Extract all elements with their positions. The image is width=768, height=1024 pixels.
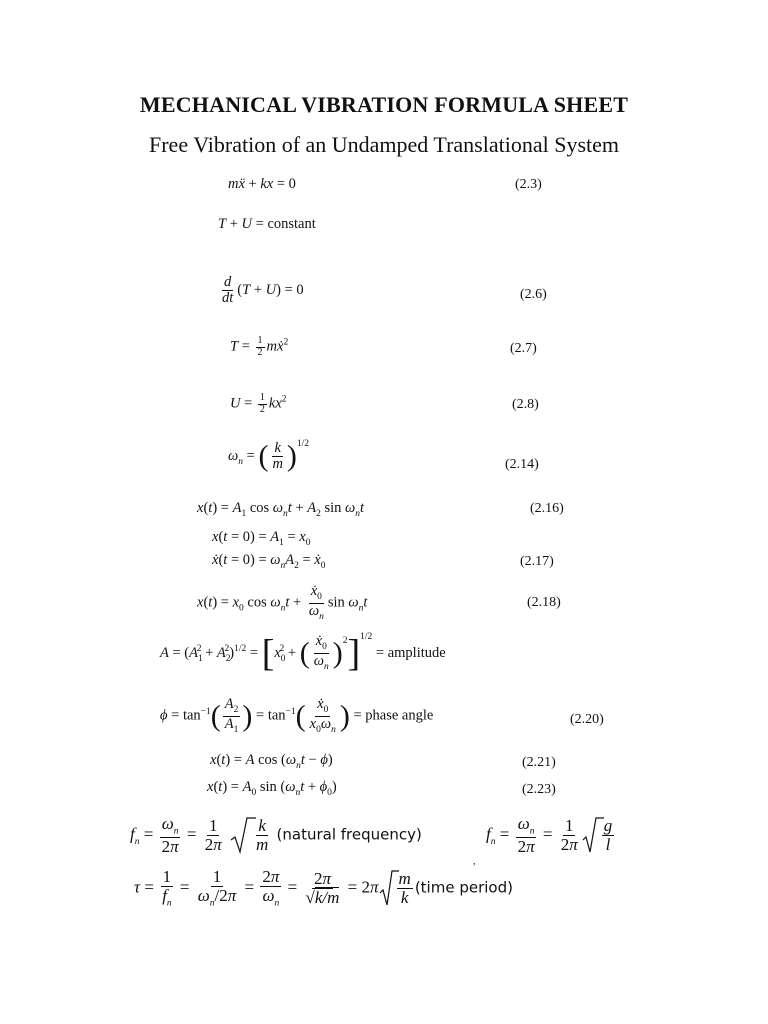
equation-number-2-18: (2.18): [527, 595, 561, 610]
equation-number-2-16: (2.16): [530, 501, 564, 516]
equation-2-17b: ẋ(t = $0) = \omega_nA_2$ = ẋ$_0$: [212, 552, 326, 571]
stray-mark: ,: [473, 856, 476, 867]
equation-number-2-21: (2.21): [522, 755, 556, 770]
page-title: MECHANICAL VIBRATION FORMULA SHEET: [139, 92, 629, 117]
equation-2-18: $x(t) = x_0$ $\cos \omega_nt$ + $\frac{ẋ_0}{\omega_n}$ $\sin \omega_nt$: [197, 583, 368, 622]
equation-2-8: U = $\frac{1}{2}$ $kx^2$: [230, 392, 287, 415]
equation-2-3: mẍ + kx = 0: [228, 176, 296, 192]
equation-2-17a: $x(t = 0) = A_1 = x_0$: [212, 529, 311, 548]
equation-2-23: $x(t) = A_0$ $\sin (\omega_nt + \phi_0)$: [207, 779, 337, 798]
constant-text: constant: [267, 216, 316, 232]
equation-2-16: $x(t) = A_1$ $\cos \omega_nt + A_2$ $\sin \omega_nt$: [197, 500, 365, 519]
equation-number-2-14: (2.14): [505, 457, 539, 472]
equation-number-2-6: (2.6): [520, 287, 547, 302]
amplitude-text: = amplitude: [375, 645, 446, 661]
time-period-text: (time period): [414, 878, 513, 897]
equation-pendulum-frequency: $f_n$ = $\frac{\omega_n}{2\pi}$ = $\frac{1}{2\pi}$ $\frac{g}{l}$: [486, 814, 613, 857]
equation-number-2-17: (2.17): [520, 554, 554, 569]
sqrt-symbol: [230, 816, 256, 856]
equation-time-period: τ = $\frac{1}{f_n}$ = $\frac{1}{\omega_n/2\pi}$ = $\frac{2\pi}{\omega_n}$ = $\frac{2\pi}{√k/m}$ = 2π $\frac{m}{k}$ (time period): [134, 867, 513, 909]
equation-number-2-20: (2.20): [570, 712, 604, 727]
equation-number-2-3: (2.3): [515, 177, 542, 192]
equation-number-2-8: (2.8): [512, 397, 539, 412]
equation-2-6: $\frac{d}{dt}$ (T + U) = 0: [222, 274, 304, 307]
equation-2-14: $\omega_n$ = ( $\frac{k}{m}$ )$^{1/2}$: [228, 439, 310, 473]
natural-frequency-text: (natural frequency): [276, 825, 422, 844]
section-subtitle: Free Vibration of an Undamped Translational System: [149, 132, 619, 157]
equation-number-2-7: (2.7): [510, 341, 537, 356]
equation-natural-frequency: $f_n$ = $\frac{\omega_n}{2\pi}$ = $\frac{1}{2\pi}$ $\frac{k}{m}$ (natural frequency): [130, 814, 422, 857]
sqrt-symbol: [379, 869, 399, 909]
equation-amplitude: $A = (A_1^2 + A_2^2)^{1/2} = [x_0^2$ + ( $\frac{ẋ_0}{\omega_n}$ )$^2$]$^{1/2}$ = amplitude: [160, 632, 446, 675]
phase-angle-text: = phase angle: [353, 707, 434, 724]
equation-2-20: $\phi = \tan^{-1}$( $\frac{A_2}{A_1}$ ) = $\tan^{-1}$( $\frac{ẋ_0}{x_0\omega_n}$ ) = phase angle: [160, 696, 434, 735]
equation-2-21: x(t) = A $\cos (\omega_nt - \phi)$: [210, 752, 333, 771]
equation-energy-constant: T + U = constant: [218, 216, 316, 232]
equation-2-7: T = $\frac{1}{2}$ mẋ$^2$: [230, 335, 289, 358]
equation-number-2-23: (2.23): [522, 782, 556, 797]
sqrt-symbol: [582, 816, 604, 856]
